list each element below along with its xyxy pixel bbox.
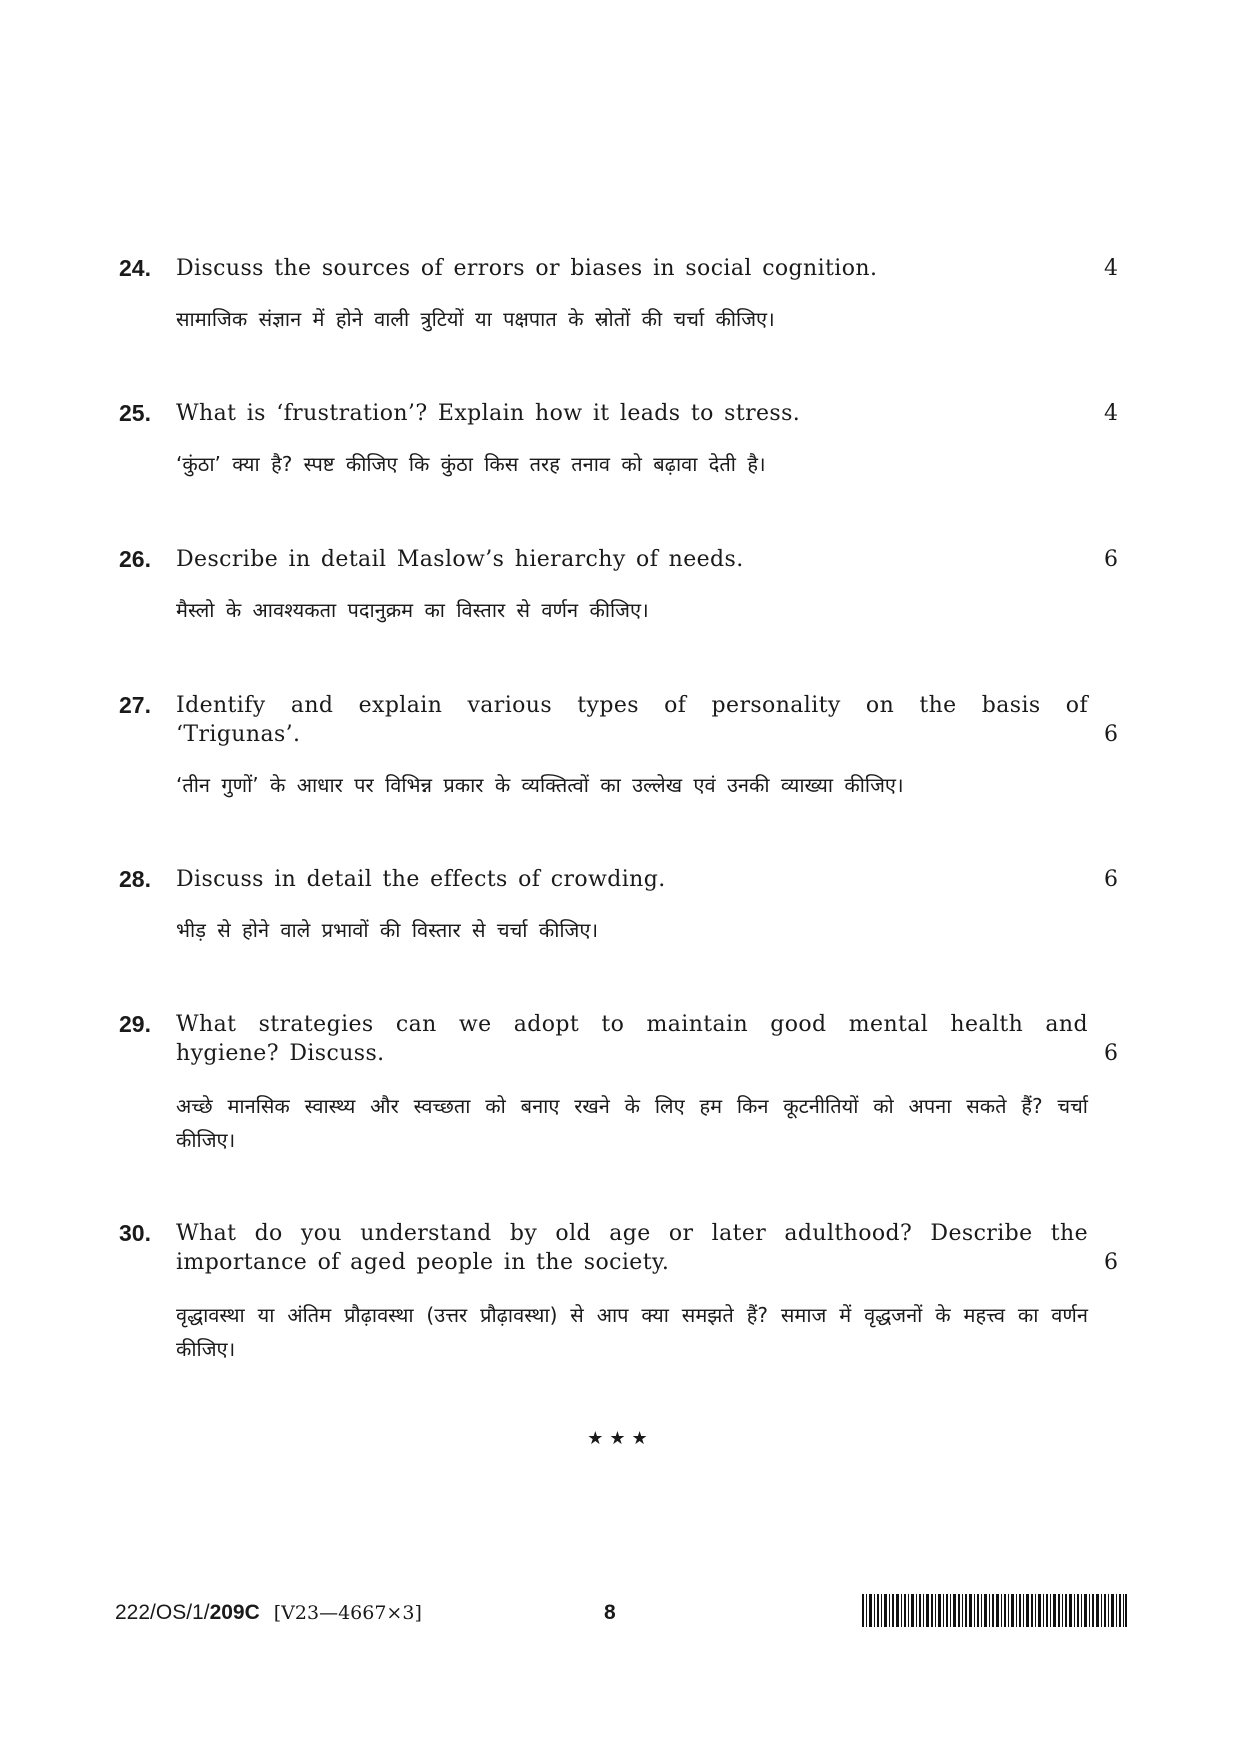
- question-text-english: [176, 1219, 1088, 1277]
- question-marks: 6: [1104, 722, 1118, 747]
- question-text-hindi: भीड़ से होने वाले प्रभावों की विस्तार से चर्चा कीजिए।: [176, 918, 599, 942]
- question-text-hindi: मैस्लो के आवश्यकता पदानुक्रम का विस्तार से वर्णन कीजिए।: [176, 598, 649, 622]
- question-text-hindi: अच्छे मानसिक स्वास्थ्य और स्वच्छता को बनाए रखने के लिए हम किन कूटनीतियों को अपना सकते हैं? चर्चा कीजिए।: [176, 1094, 1088, 1152]
- question-number: 25.: [119, 400, 151, 426]
- question-number: 24.: [119, 255, 151, 281]
- question-text-english-line1: Identify and explain various types of personality on the basis of: [176, 693, 1088, 718]
- page-number: 8: [604, 1601, 616, 1624]
- paper-code: [115, 1600, 422, 1626]
- question-text-english: Discuss in detail the effects of crowding.: [176, 867, 666, 892]
- question-number: 29.: [119, 1011, 151, 1037]
- question-text-english: Describe in detail Maslow’s hierarchy of needs.: [176, 547, 744, 572]
- question-marks: 6: [1104, 547, 1118, 572]
- paper-code-bold: 209C: [209, 1601, 260, 1624]
- question-marks: 6: [1104, 867, 1118, 892]
- question-text-english-line1: What do you understand by old age or later adulthood? Describe the: [176, 1221, 1088, 1246]
- question-text-english-line2: ‘Trigunas’.: [176, 722, 301, 747]
- question-text-english-line2: hygiene? Discuss.: [176, 1041, 385, 1066]
- question-text-english: Discuss the sources of errors or biases in social cognition.: [176, 256, 878, 281]
- question-text-hindi: वृद्धावस्था या अंतिम प्रौढ़ावस्था (उत्तर प्रौढ़ावस्था) से आप क्या समझते हैं? समाज में वृद्धजनों के महत्त्व का वर्णन कीजिए।: [176, 1303, 1088, 1361]
- end-of-paper-stars: ★★★: [587, 1428, 654, 1449]
- question-text-english: [176, 691, 1088, 749]
- barcode-icon: [862, 1594, 1127, 1627]
- question-marks: 6: [1104, 1041, 1118, 1066]
- question-text-english: What is ‘frustration’? Explain how it leads to stress.: [176, 401, 801, 426]
- question-number: 30.: [119, 1220, 151, 1246]
- question-marks: 4: [1104, 256, 1118, 281]
- question-number: 28.: [119, 866, 151, 892]
- question-text-hindi: ‘तीन गुणों’ के आधार पर विभिन्न प्रकार के व्यक्तित्वों का उल्लेख एवं उनकी व्याख्या कीजिए।: [176, 773, 904, 797]
- paper-code-prefix: 222/OS/1/: [115, 1601, 210, 1624]
- question-marks: 4: [1104, 401, 1118, 426]
- question-text-english-line2: importance of aged people in the society.: [176, 1250, 670, 1275]
- question-text-english: [176, 1010, 1088, 1068]
- question-number: 27.: [119, 692, 151, 718]
- question-number: 26.: [119, 546, 151, 572]
- question-text-hindi: सामाजिक संज्ञान में होने वाली त्रुटियों या पक्षपात के स्रोतों की चर्चा कीजिए।: [176, 307, 775, 331]
- paper-code-extra: [V23—4667×3]: [273, 1602, 422, 1624]
- question-text-hindi: ‘कुंठा’ क्या है? स्पष्ट कीजिए कि कुंठा किस तरह तनाव को बढ़ावा देती है।: [176, 452, 766, 476]
- question-marks: 6: [1104, 1250, 1118, 1275]
- question-text-english-line1: What strategies can we adopt to maintain good mental health and: [176, 1012, 1088, 1037]
